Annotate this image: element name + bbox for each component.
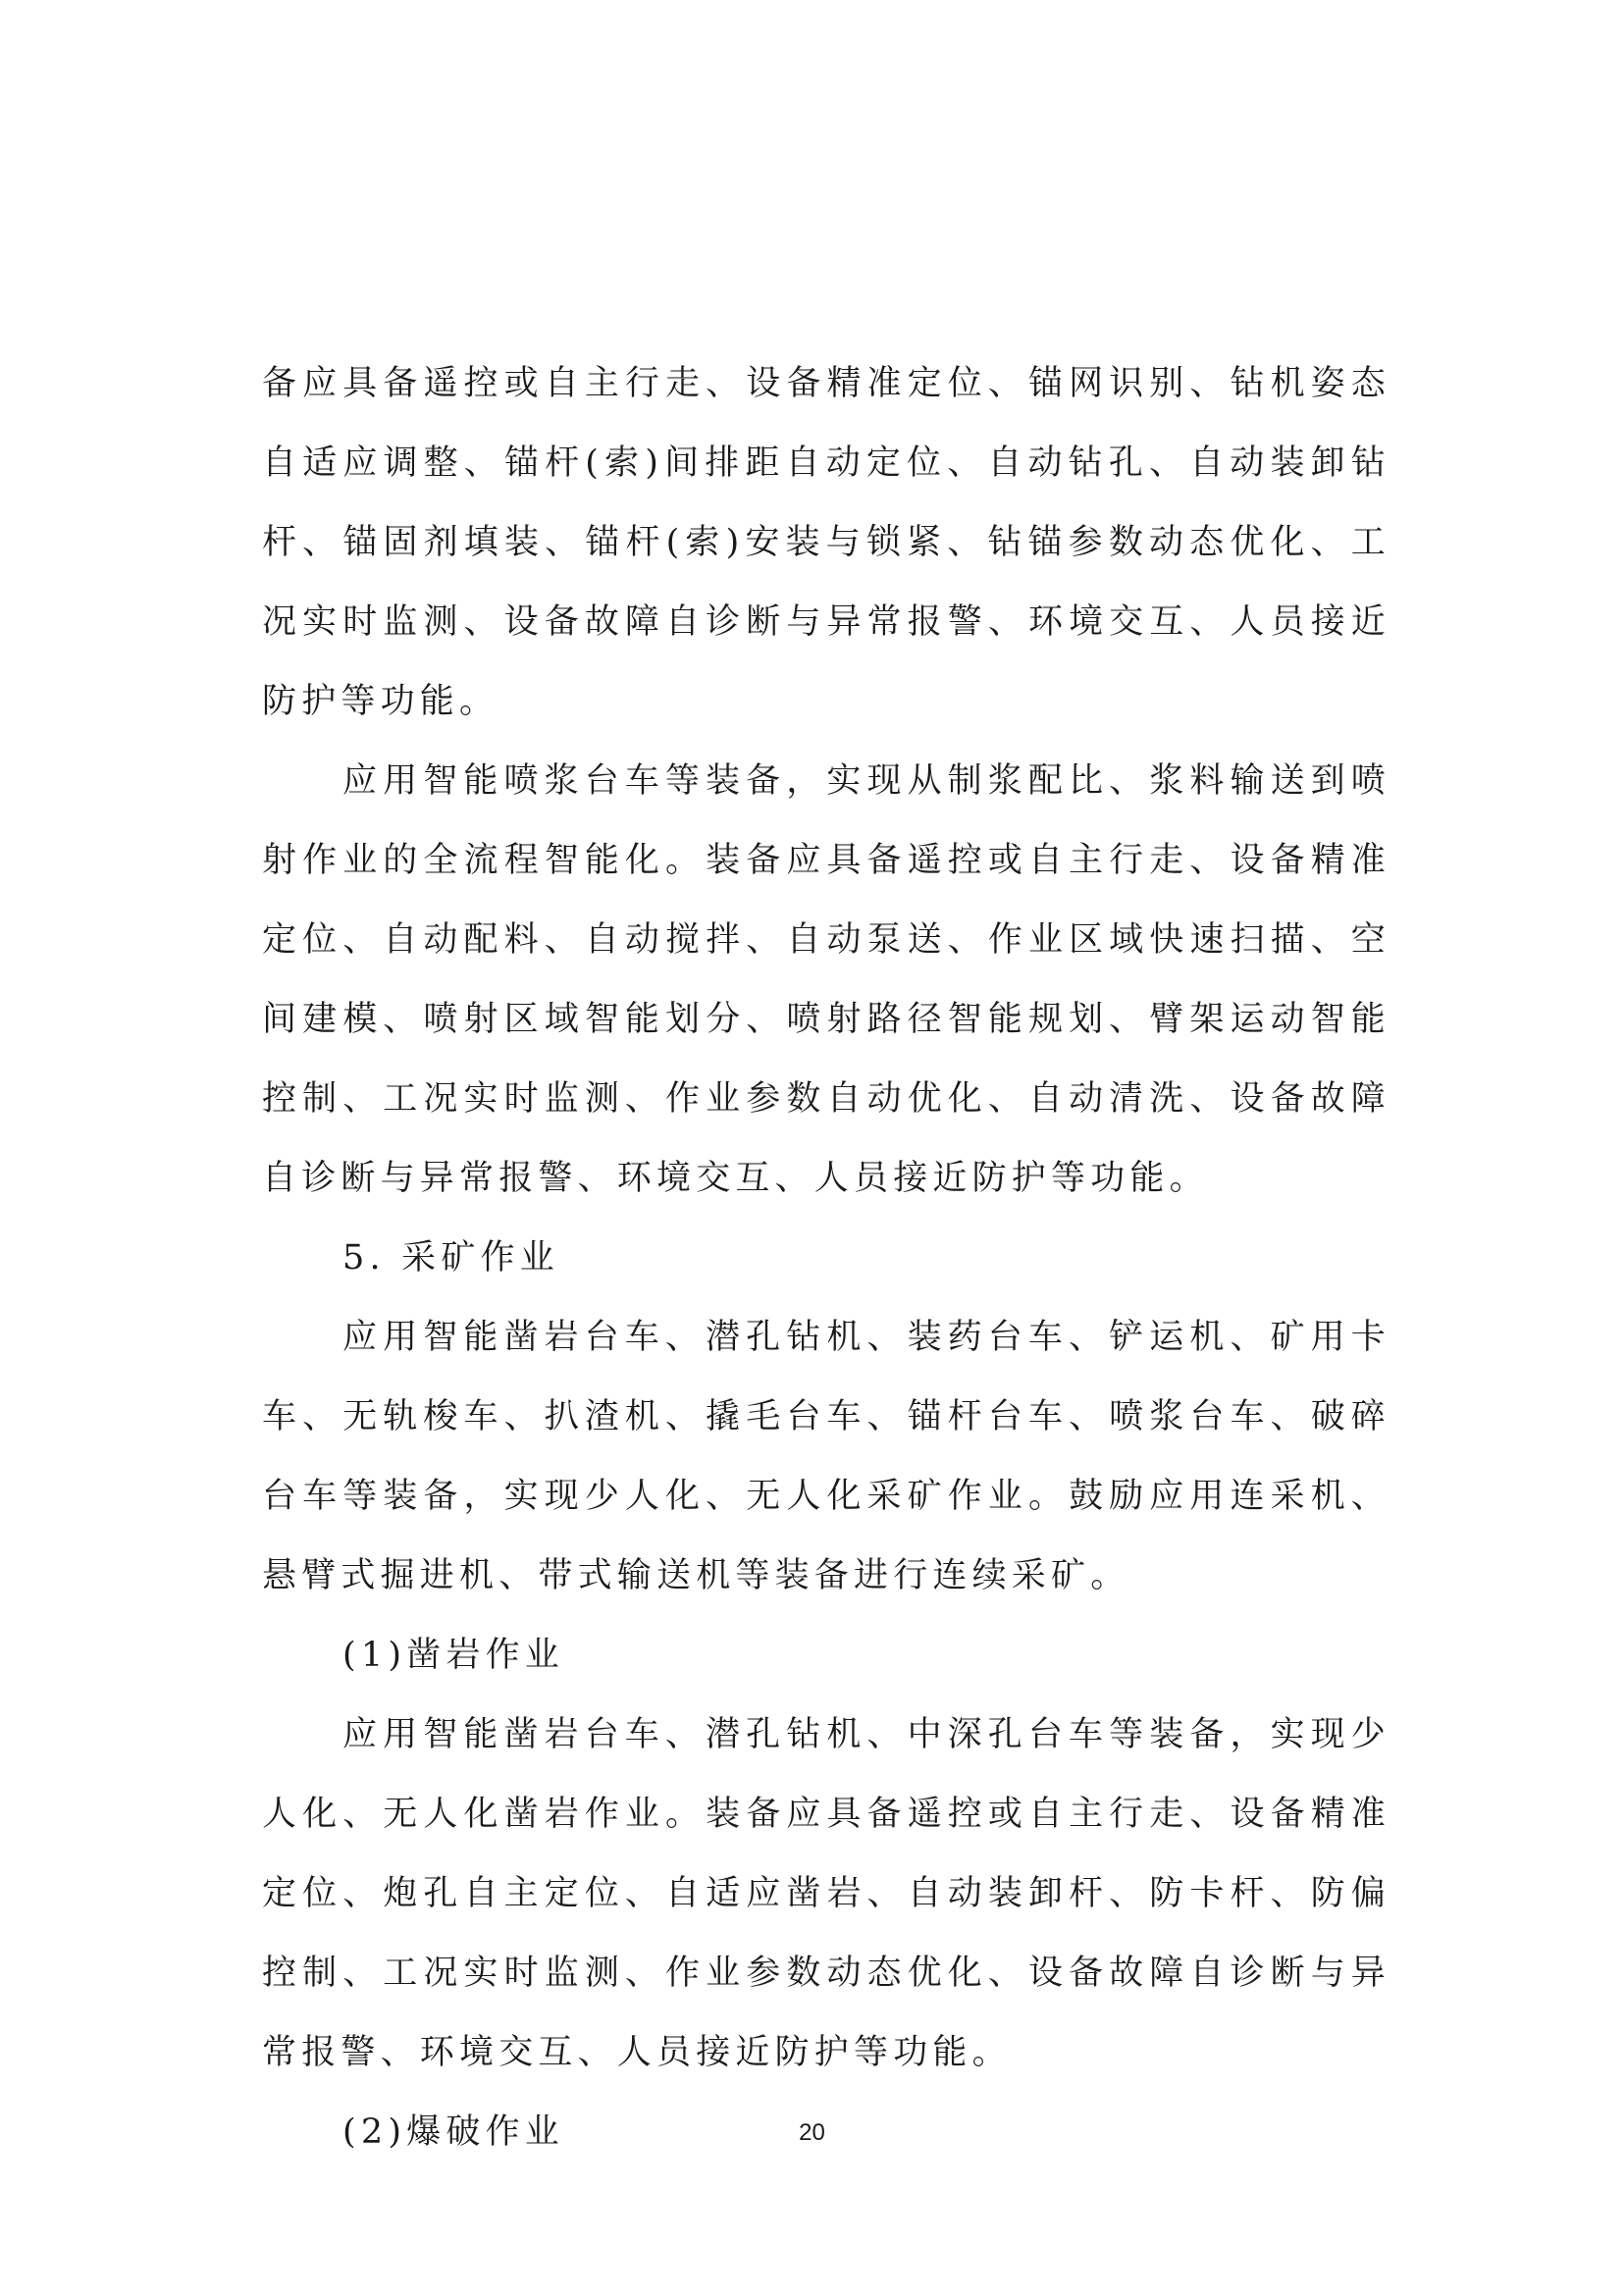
page-number: 20 xyxy=(799,2119,825,2146)
paragraph-continuation: 备应具备遥控或自主行走、设备精准定位、锚网识别、钻机姿态自适应调整、锚杆(索)间排距自动定位、自动钻孔、自动装卸钻杆、锚固剂填装、锚杆(索)安装与锁紧、钻锚参数动态优化、工况实时监测、设备故障自诊断与异常报警、环境交互、人员接近防护等功能。 xyxy=(262,364,1390,721)
subsection-heading-blasting: (2)爆破作业 xyxy=(342,2112,564,2152)
section-heading-mining: 5. 采矿作业 xyxy=(342,1238,559,1278)
paragraph-mining-equipment: 应用智能凿岩台车、潜孔钻机、装药台车、铲运机、矿用卡车、无轨梭车、扒渣机、撬毛台车、锚杆台车、喷浆台车、破碎台车等装备，实现少人化、无人化采矿作业。鼓励应用连采机、悬臂式掘进机、带式输送机等装备进行连续采矿。 xyxy=(262,1318,1390,1595)
document-body xyxy=(262,344,1390,2172)
paragraph-shotcrete-trolley: 应用智能喷浆台车等装备，实现从制浆配比、浆料输送到喷射作业的全流程智能化。装备应具备遥控或自主行走、设备精准定位、自动配料、自动搅拌、自动泵送、作业区域快速扫描、空间建模、喷射区域智能划分、喷射路径智能规划、臂架运动智能控制、工况实时监测、作业参数自动优化、自动清洗、设备故障自诊断与异常报警、环境交互、人员接近防护等功能。 xyxy=(262,761,1390,1198)
subsection-heading-drilling: (1)凿岩作业 xyxy=(342,1636,564,1675)
paragraph-drilling: 应用智能凿岩台车、潜孔钻机、中深孔台车等装备，实现少人化、无人化凿岩作业。装备应具备遥控或自主行走、设备精准定位、炮孔自主定位、自适应凿岩、自动装卸杆、防卡杆、防偏控制、工况实时监测、作业参数动态优化、设备故障自诊断与异常报警、环境交互、人员接近防护等功能。 xyxy=(262,1715,1390,2072)
